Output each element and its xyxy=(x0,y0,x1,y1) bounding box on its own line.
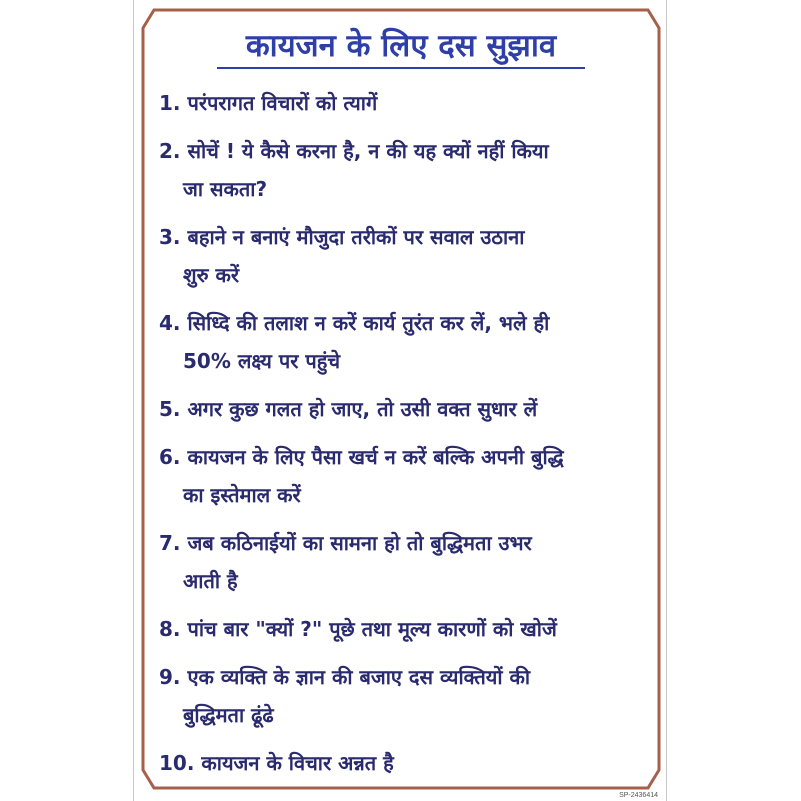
tip-number: 2. xyxy=(159,139,181,163)
tip-text: जब कठिनाईयों का सामना हो तो बुद्धिमता उभर xyxy=(187,531,532,555)
tip-1 xyxy=(159,84,649,122)
tip-number: 6. xyxy=(159,445,181,469)
tip-7 xyxy=(159,524,649,600)
tip-text: बहाने न बनाएं मौजुदा तरीकों पर सवाल उठाना xyxy=(187,225,525,249)
tip-number: 8. xyxy=(159,617,181,641)
tip-number: 4. xyxy=(159,311,181,335)
tip-text-continued: जा सकता? xyxy=(183,177,268,201)
tip-number: 5. xyxy=(159,397,181,421)
tip-number: 1. xyxy=(159,91,181,115)
tip-text: एक व्यक्ति के ज्ञान की बजाए दस व्यक्तियों की xyxy=(187,665,531,689)
tip-5 xyxy=(159,390,649,428)
tip-text: सिध्दि की तलाश न करें कार्य तुरंत कर लें, भले ही xyxy=(187,311,550,335)
tip-2 xyxy=(159,132,649,208)
tip-text: कायजन के विचार अन्नत है xyxy=(201,751,394,775)
tip-10 xyxy=(159,744,649,782)
sign-sheet xyxy=(133,0,667,801)
tips-list xyxy=(159,84,649,792)
tip-number: 10. xyxy=(159,751,195,775)
tip-3 xyxy=(159,218,649,294)
tip-9 xyxy=(159,658,649,734)
tip-text-continued: आती है xyxy=(183,569,238,593)
tip-text: अगर कुछ गलत हो जाए, तो उसी वक्त सुधार लें xyxy=(187,397,538,421)
tip-text-continued: का इस्तेमाल करें xyxy=(183,483,301,507)
tip-text-continued: बुद्धिमता ढूंढे xyxy=(183,703,274,727)
tip-number: 3. xyxy=(159,225,181,249)
tip-4 xyxy=(159,304,649,380)
tip-number: 7. xyxy=(159,531,181,555)
product-code: SP-2436414 xyxy=(619,792,658,799)
tip-number: 9. xyxy=(159,665,181,689)
tip-text-continued: 50% लक्ष्य पर पहुंचे xyxy=(183,349,341,373)
title-underline xyxy=(217,67,585,69)
sign-title: कायजन के लिए दस सुझाव xyxy=(245,28,557,64)
tip-text: परंपरागत विचारों को त्यागें xyxy=(187,91,378,115)
tip-8 xyxy=(159,610,649,648)
tip-text: सोचें ! ये कैसे करना है, न की यह क्यों नहीं किया xyxy=(187,139,549,163)
tip-text-continued: शुरु करें xyxy=(183,263,240,287)
tip-text: कायजन के लिए पैसा खर्च न करें बल्कि अपनी बुद्धि xyxy=(187,445,564,469)
tip-6 xyxy=(159,438,649,514)
tip-text: पांच बार "क्यों ?" पूछे तथा मूल्य कारणों को खोजें xyxy=(187,617,557,641)
